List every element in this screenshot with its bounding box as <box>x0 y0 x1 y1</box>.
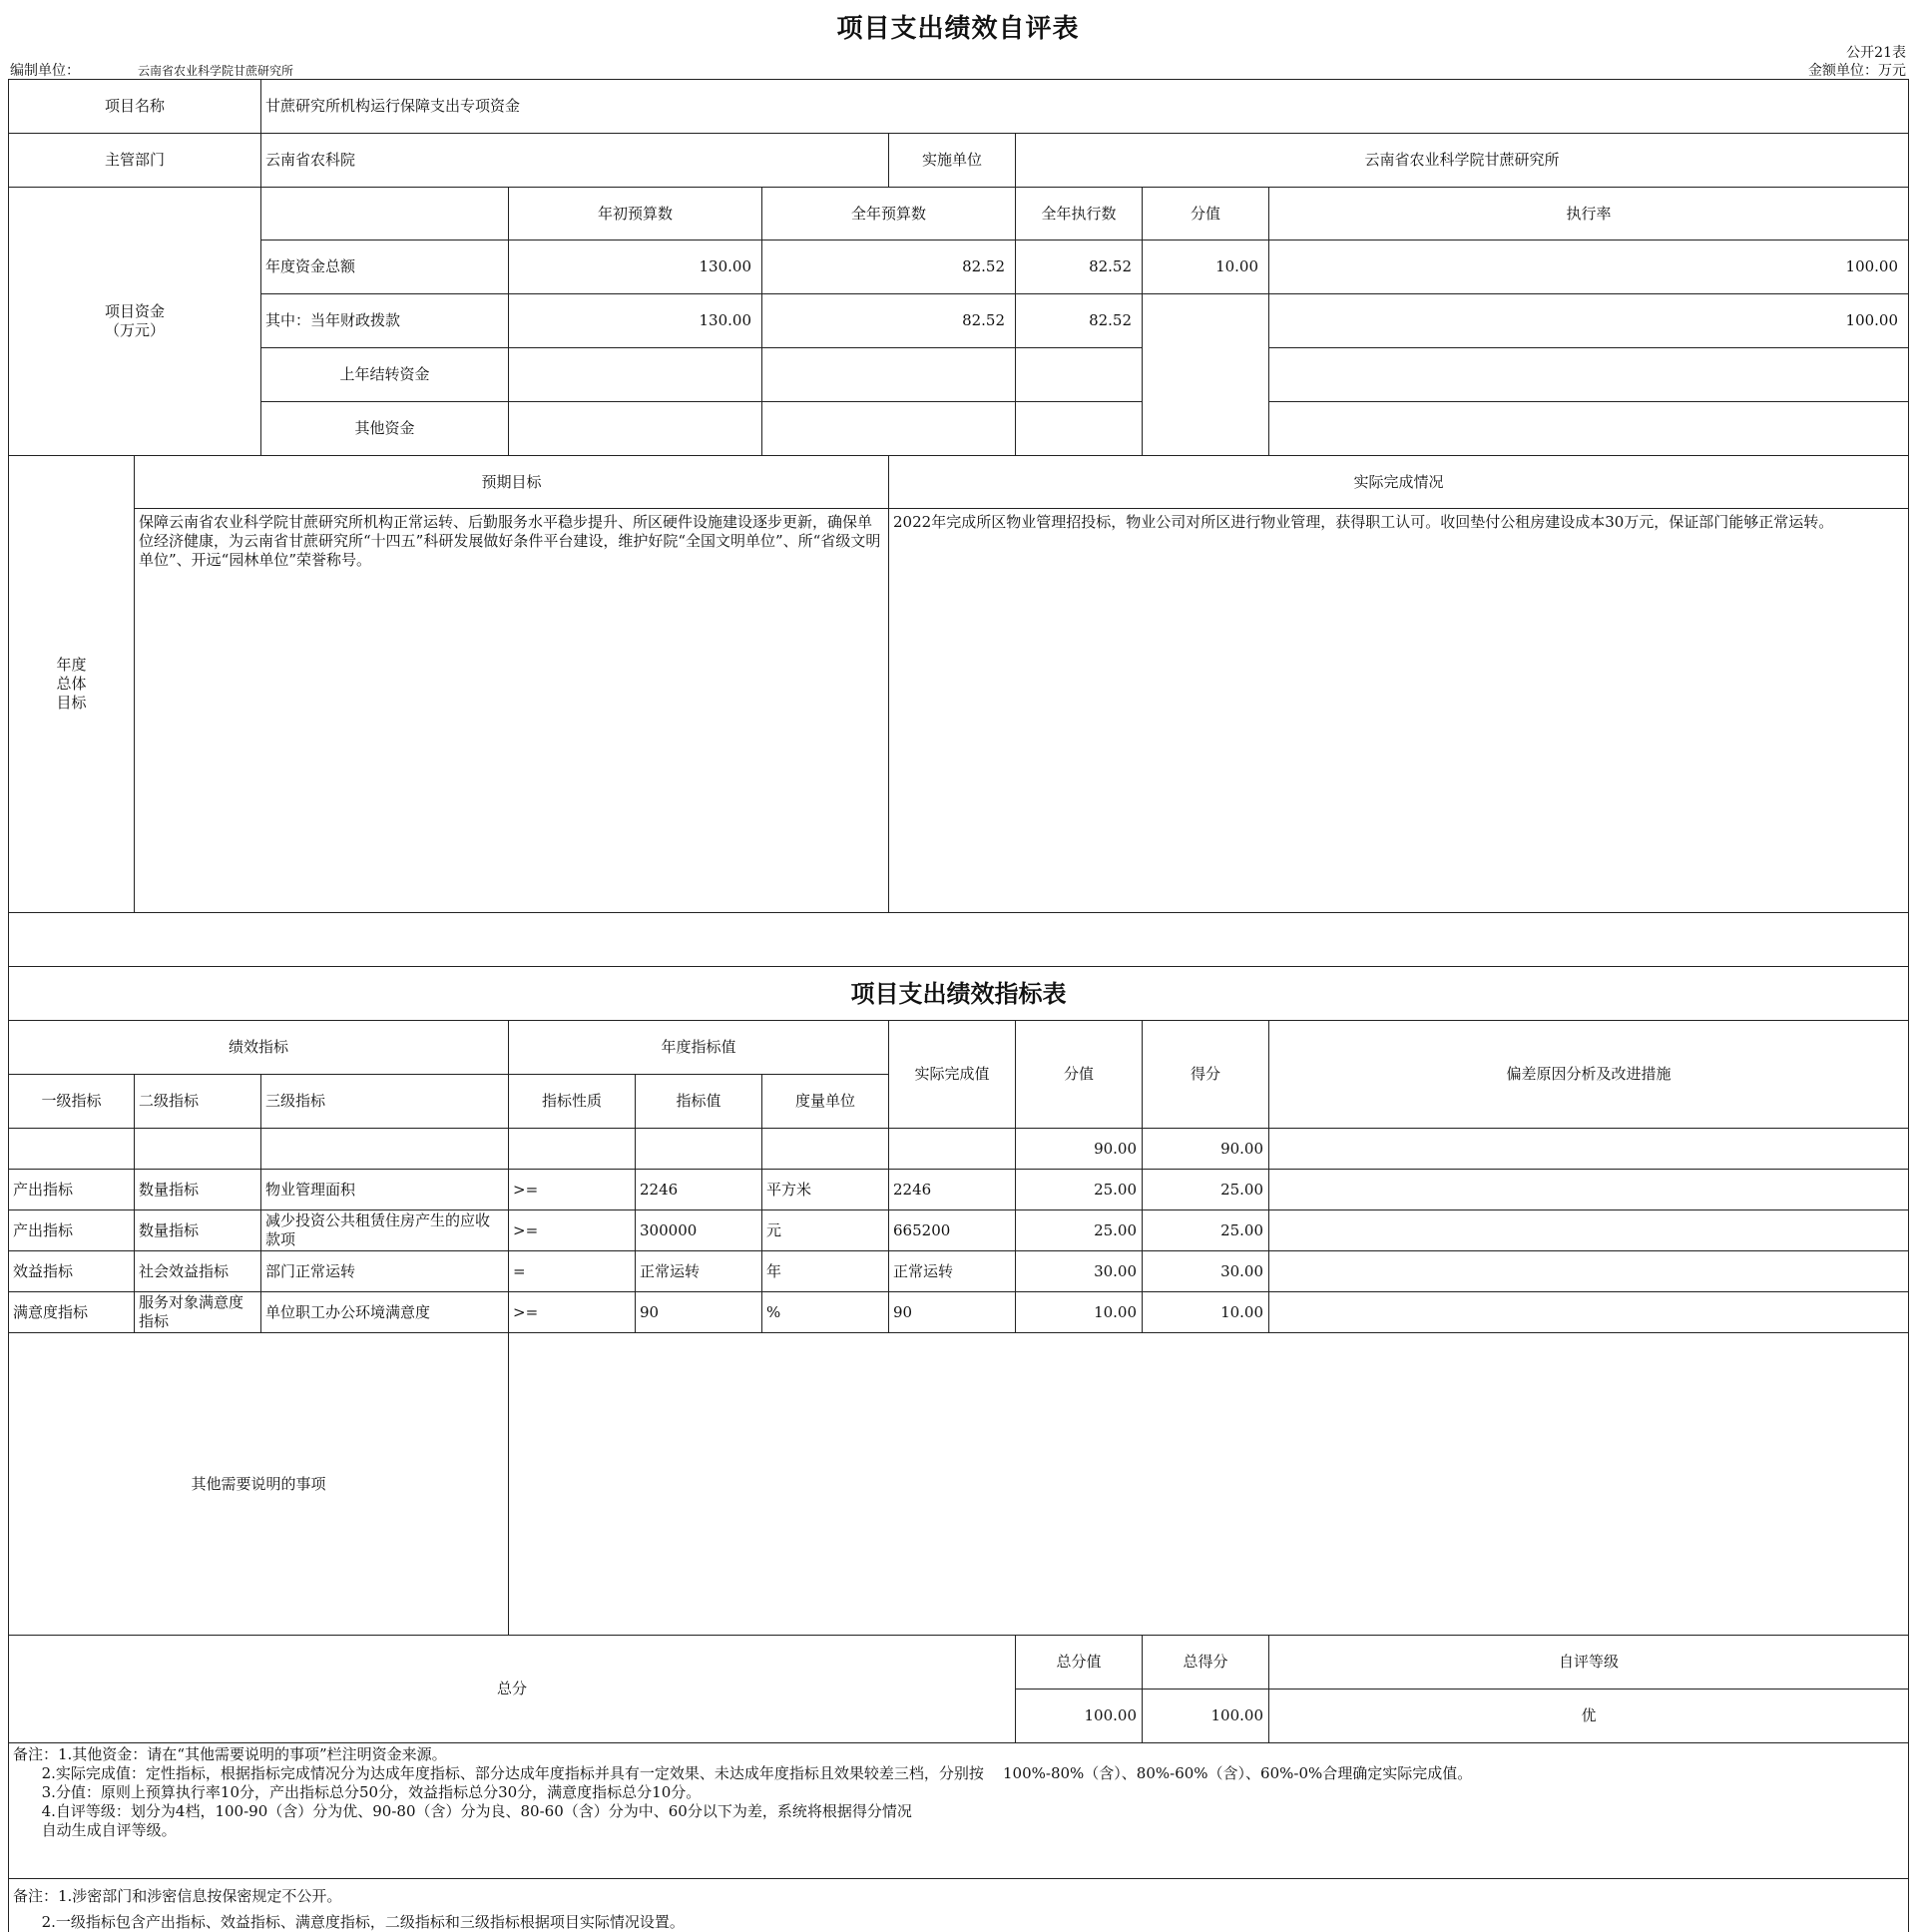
summary-score-value: 90.00 <box>1016 1129 1143 1170</box>
funds-row-label: 年度资金总额 <box>261 241 509 294</box>
note-line: 3.分值：原则上预算执行率10分，产出指标总分50分，效益指标总分30分，满意度指标总分10分。 <box>13 1783 702 1801</box>
form-number: 公开21表 <box>1846 45 1906 61</box>
funds-executed: 82.52 <box>1016 241 1143 294</box>
score-value-cell: 25.00 <box>1016 1210 1143 1251</box>
org-info <box>10 60 293 80</box>
unit-header: 度量单位 <box>762 1075 889 1129</box>
col-full-budget: 全年预算数 <box>762 188 1016 241</box>
nature-cell: >= <box>509 1292 636 1333</box>
level2-cell: 数量指标 <box>135 1210 261 1251</box>
nature-cell: = <box>509 1251 636 1292</box>
table-row <box>9 1292 1909 1333</box>
note-line: 自动生成自评等级。 <box>13 1821 177 1839</box>
other-matters-label: 其他需要说明的事项 <box>9 1333 509 1636</box>
table-row <box>9 1251 1909 1292</box>
actual-cell: 665200 <box>889 1210 1016 1251</box>
funds-label: 项目资金 （万元） <box>9 188 261 456</box>
nature-header: 指标性质 <box>509 1075 636 1129</box>
actual-cell: 90 <box>889 1292 1016 1333</box>
level3-cell: 减少投资公共租赁住房产生的应收款项 <box>261 1210 509 1251</box>
score-cell: 25.00 <box>1143 1170 1269 1210</box>
level2-cell: 社会效益指标 <box>135 1251 261 1292</box>
col-initial-budget: 年初预算数 <box>509 188 762 241</box>
self-eval-grade: 优 <box>1269 1690 1909 1743</box>
dept-name: 云南省农科院 <box>261 134 889 188</box>
level3-cell: 部门正常运转 <box>261 1251 509 1292</box>
col-exec-rate: 执行率 <box>1269 188 1909 241</box>
table-row <box>9 1210 1909 1251</box>
level1-cell: 效益指标 <box>9 1251 135 1292</box>
unit-cell: 元 <box>762 1210 889 1251</box>
org-label: 编制单位： <box>10 63 80 79</box>
other-matters-content <box>509 1333 1909 1636</box>
value-cell: 90 <box>636 1292 762 1333</box>
score-cell: 30.00 <box>1143 1251 1269 1292</box>
funds-rate: 100.00 <box>1269 241 1909 294</box>
total-value-label: 总分值 <box>1016 1636 1143 1690</box>
level1-cell: 满意度指标 <box>9 1292 135 1333</box>
nature-cell: >= <box>509 1210 636 1251</box>
actual-status-text: 2022年完成所区物业管理招投标，物业公司对所区进行物业管理，获得职工认可。收回垫付公租房建设成本30万元，保证部门能够正常运转。 <box>889 509 1909 913</box>
expected-goal-label: 预期目标 <box>135 456 889 509</box>
page-title: 项目支出绩效自评表 <box>836 14 1080 44</box>
actual-cell: 2246 <box>889 1170 1016 1210</box>
unit-cell: % <box>762 1292 889 1333</box>
nature-cell: >= <box>509 1170 636 1210</box>
goals-label: 年度 总体 目标 <box>9 456 135 913</box>
score-value-cell: 30.00 <box>1016 1251 1143 1292</box>
project-name-label: 项目名称 <box>9 80 261 134</box>
score-cell: 10.00 <box>1143 1292 1269 1333</box>
unit-cell: 平方米 <box>762 1170 889 1210</box>
funds-row-label: 其中：当年财政拨款 <box>261 294 509 348</box>
total-value: 100.00 <box>1016 1690 1143 1743</box>
table-row <box>9 1170 1909 1210</box>
col-executed: 全年执行数 <box>1016 188 1143 241</box>
score-value-cell: 25.00 <box>1016 1170 1143 1210</box>
level1-cell: 产出指标 <box>9 1210 135 1251</box>
secret-note-2: 2.一级指标包含产出指标、效益指标、满意度指标，二级指标和三级指标根据项目实际情况设置。 <box>9 1906 1909 1932</box>
funds-full: 82.52 <box>762 294 1016 348</box>
level2-cell: 服务对象满意度指标 <box>135 1292 261 1333</box>
funds-row-label: 其他资金 <box>261 402 509 456</box>
score-value-header: 分值 <box>1016 1021 1143 1129</box>
level3-cell: 单位职工办公环境满意度 <box>261 1292 509 1333</box>
level1-header: 一级指标 <box>9 1075 135 1129</box>
funds-initial: 130.00 <box>509 294 762 348</box>
notes-block <box>9 1743 1909 1879</box>
perf-indicator-header: 绩效指标 <box>9 1021 509 1075</box>
funds-row <box>9 294 1909 348</box>
value-header: 指标值 <box>636 1075 762 1129</box>
funds-score-value: 10.00 <box>1143 241 1269 294</box>
score-value-cell: 10.00 <box>1016 1292 1143 1333</box>
funds-initial: 130.00 <box>509 241 762 294</box>
actual-value-header: 实际完成值 <box>889 1021 1016 1129</box>
self-evaluation-table <box>8 79 1909 1932</box>
summary-score: 90.00 <box>1143 1129 1269 1170</box>
indicator-summary-row <box>9 1129 1909 1170</box>
funds-rate: 100.00 <box>1269 294 1909 348</box>
secret-note-1: 备注：1.涉密部门和涉密信息按保密规定不公开。 <box>9 1879 1909 1906</box>
level2-header: 二级指标 <box>135 1075 261 1129</box>
project-name: 甘蔗研究所机构运行保障支出专项资金 <box>261 80 1909 134</box>
level2-cell: 数量指标 <box>135 1170 261 1210</box>
dept-label: 主管部门 <box>9 134 261 188</box>
total-score: 100.00 <box>1143 1690 1269 1743</box>
funds-row-label: 上年结转资金 <box>261 348 509 402</box>
total-score-label: 总得分 <box>1143 1636 1269 1690</box>
expected-goal-text: 保障云南省农业科学院甘蔗研究所机构正常运转、后勤服务水平稳步提升、所区硬件设施建设逐步更新，确保单位经济健康，为云南省甘蔗研究所“十四五”科研发展做好条件平台建设，维护好院“全国文明单位”、所“省级文明单位”、开远“园林单位”荣誉称号。 <box>135 509 889 913</box>
value-cell: 300000 <box>636 1210 762 1251</box>
funds-executed: 82.52 <box>1016 294 1143 348</box>
funds-row <box>9 402 1909 456</box>
form-meta <box>1808 44 1906 80</box>
deviation-header: 偏差原因分析及改进措施 <box>1269 1021 1909 1129</box>
value-cell: 2246 <box>636 1170 762 1210</box>
actual-cell: 正常运转 <box>889 1251 1016 1292</box>
score-cell: 25.00 <box>1143 1210 1269 1251</box>
note-line: 2.实际完成值：定性指标，根据指标完成情况分为达成年度指标、部分达成年度指标并具有一定效果、未达成年度指标且效果较差三档，分别按 100%-80%（含）、80%-60%（含）、60%-0%合理确定实际完成值。 <box>13 1764 1473 1782</box>
annual-value-header: 年度指标值 <box>509 1021 889 1075</box>
score-header: 得分 <box>1143 1021 1269 1129</box>
col-score-value: 分值 <box>1143 188 1269 241</box>
impl-unit-name: 云南省农业科学院甘蔗研究所 <box>1016 134 1909 188</box>
level3-cell: 物业管理面积 <box>261 1170 509 1210</box>
indicators-title: 项目支出绩效指标表 <box>9 967 1909 1021</box>
unit-cell: 年 <box>762 1251 889 1292</box>
grade-label: 自评等级 <box>1269 1636 1909 1690</box>
funds-row <box>9 241 1909 294</box>
value-cell: 正常运转 <box>636 1251 762 1292</box>
actual-status-label: 实际完成情况 <box>889 456 1909 509</box>
funds-full: 82.52 <box>762 241 1016 294</box>
funds-row <box>9 348 1909 402</box>
level3-header: 三级指标 <box>261 1075 509 1129</box>
total-label: 总分 <box>9 1636 1016 1743</box>
amount-unit: 金额单位：万元 <box>1808 63 1906 79</box>
note-line: 备注：1.其他资金：请在“其他需要说明的事项”栏注明资金来源。 <box>13 1745 447 1763</box>
impl-unit-label: 实施单位 <box>889 134 1016 188</box>
level1-cell: 产出指标 <box>9 1170 135 1210</box>
org-name: 云南省农业科学院甘蔗研究所 <box>138 64 294 78</box>
note-line: 4.自评等级：划分为4档，100-90（含）分为优、90-80（含）分为良、80-60（含）分为中、60分以下为差，系统将根据得分情况 <box>13 1802 912 1820</box>
